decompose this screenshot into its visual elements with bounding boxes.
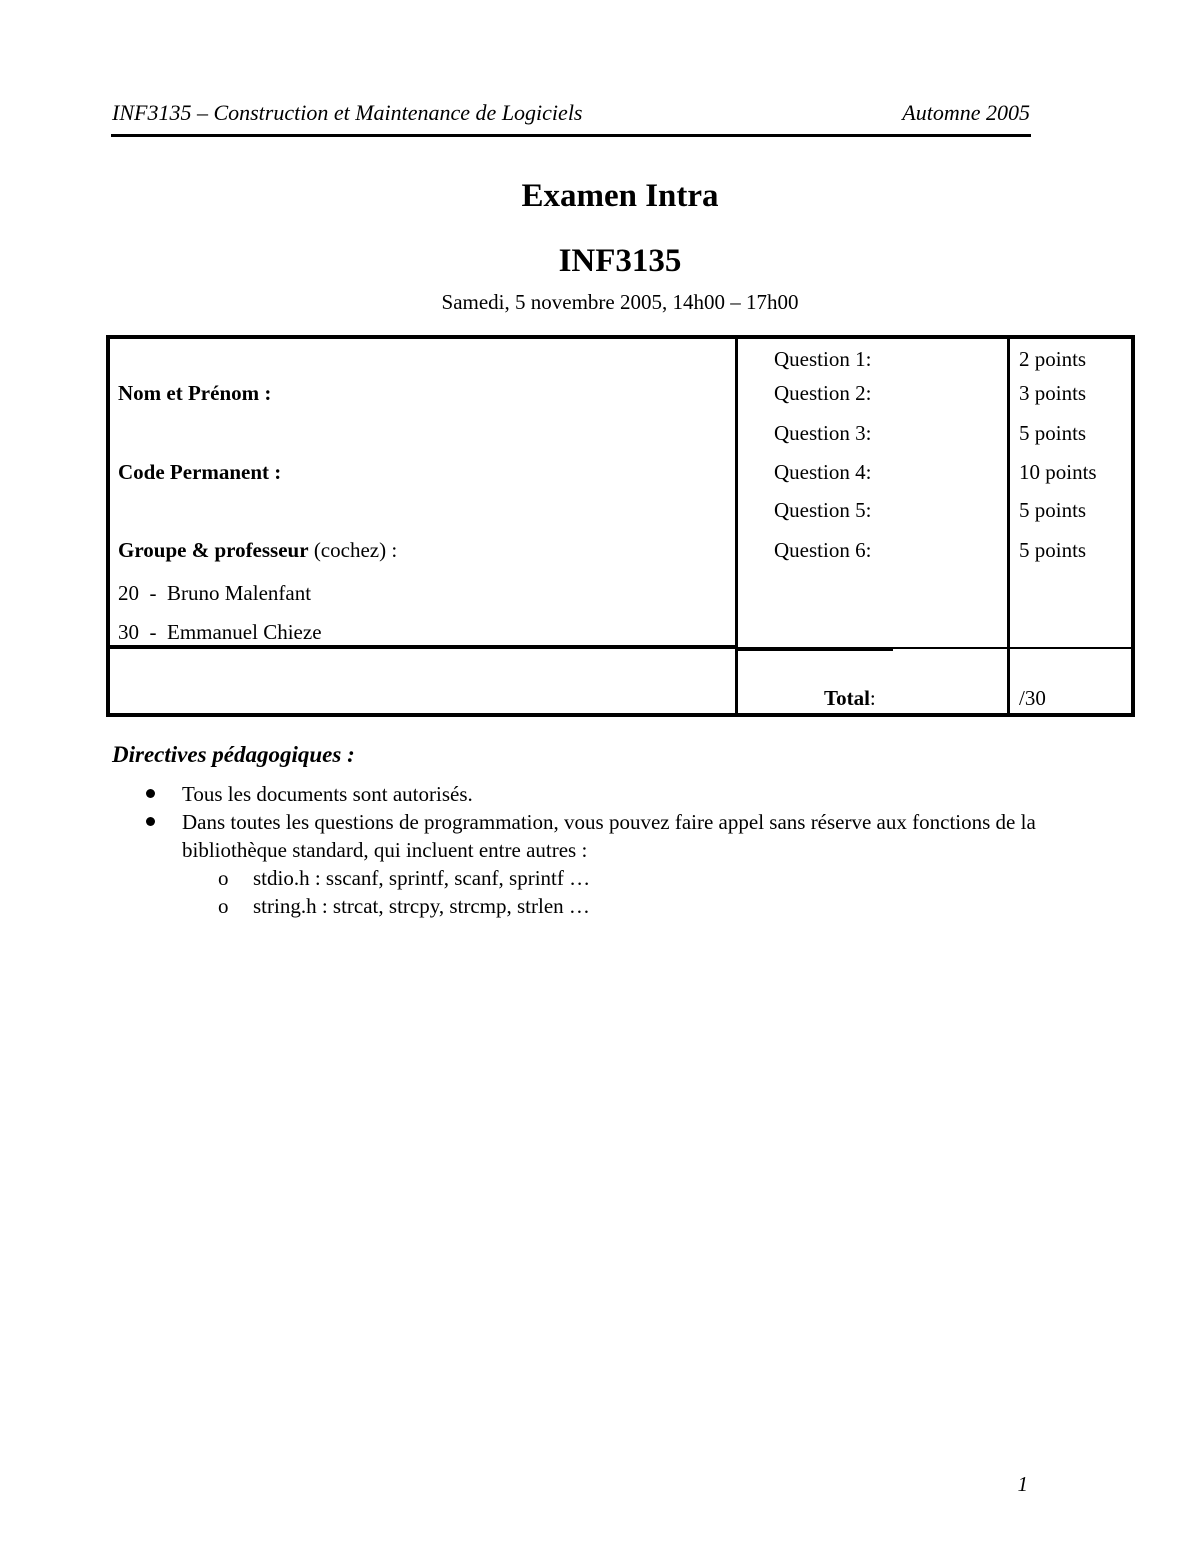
group-label-row bbox=[118, 538, 397, 563]
sub-list-item bbox=[140, 892, 1140, 920]
directive-text: Dans toutes les questions de programmation, vous pouvez faire appel sans réserve aux fonctions de la bibliothèque standard, qui incluent entre autres : bbox=[182, 810, 1036, 862]
table-divider-2 bbox=[1007, 335, 1010, 717]
total-separator-right bbox=[893, 647, 1133, 649]
exam-title: Examen Intra bbox=[521, 178, 719, 214]
permanent-code-label: Code Permanent : bbox=[118, 460, 282, 484]
question-points: 5 points bbox=[1019, 498, 1087, 522]
total-label: Total bbox=[824, 686, 870, 710]
group-hint: (cochez) : bbox=[313, 538, 398, 562]
directives-list bbox=[140, 780, 1140, 920]
exam-date: Samedi, 5 novembre 2005, 14h00 – 17h00 bbox=[441, 290, 799, 314]
table-border-top bbox=[106, 335, 1135, 339]
question-points: 3 points bbox=[1019, 381, 1087, 405]
name-label: Nom et Prénom : bbox=[118, 381, 272, 405]
group-label: Groupe & professeur bbox=[118, 538, 309, 562]
header-rule bbox=[111, 134, 1031, 137]
table-divider-1 bbox=[735, 335, 738, 717]
course-header: INF3135 – Construction et Maintenance de Logiciels bbox=[112, 100, 583, 125]
table-border-left bbox=[106, 335, 110, 717]
total-separator-mid bbox=[736, 647, 893, 651]
list-item bbox=[140, 780, 1140, 808]
total-colon: : bbox=[869, 686, 876, 710]
page-number: 1 bbox=[1017, 1472, 1028, 1496]
question-points: 2 points bbox=[1019, 347, 1087, 371]
term-header: Automne 2005 bbox=[902, 100, 1030, 125]
question-label: Question 6: bbox=[774, 538, 872, 562]
directive-text: Tous les documents sont autorisés. bbox=[182, 782, 473, 806]
sub-list-item bbox=[140, 864, 1140, 892]
table-border-right bbox=[1131, 335, 1135, 717]
table-border-bottom bbox=[106, 713, 1135, 717]
group-option[interactable]: 30 - Emmanuel Chieze bbox=[118, 620, 322, 644]
question-label: Question 4: bbox=[774, 460, 872, 484]
question-points: 5 points bbox=[1019, 421, 1087, 445]
total-label-row bbox=[824, 686, 876, 711]
sub-bullet-icon: o bbox=[218, 866, 229, 890]
sub-bullet-icon: o bbox=[218, 894, 229, 918]
question-label: Question 5: bbox=[774, 498, 872, 522]
total-separator-left bbox=[106, 645, 736, 649]
question-points: 5 points bbox=[1019, 538, 1087, 562]
question-points: 10 points bbox=[1019, 460, 1097, 484]
bullet-icon bbox=[146, 789, 155, 798]
list-item bbox=[140, 808, 1140, 864]
course-code: INF3135 bbox=[558, 243, 682, 279]
directives-title: Directives pédagogiques : bbox=[112, 742, 355, 767]
sub-item-text: stdio.h : sscanf, sprintf, scanf, sprintf … bbox=[253, 866, 591, 890]
total-value: /30 bbox=[1019, 686, 1046, 710]
group-option[interactable]: 20 - Bruno Malenfant bbox=[118, 581, 312, 605]
question-label: Question 2: bbox=[774, 381, 872, 405]
question-label: Question 3: bbox=[774, 421, 872, 445]
question-label: Question 1: bbox=[774, 347, 872, 371]
sub-item-text: string.h : strcat, strcpy, strcmp, strlen … bbox=[253, 894, 590, 918]
bullet-icon bbox=[146, 817, 155, 826]
